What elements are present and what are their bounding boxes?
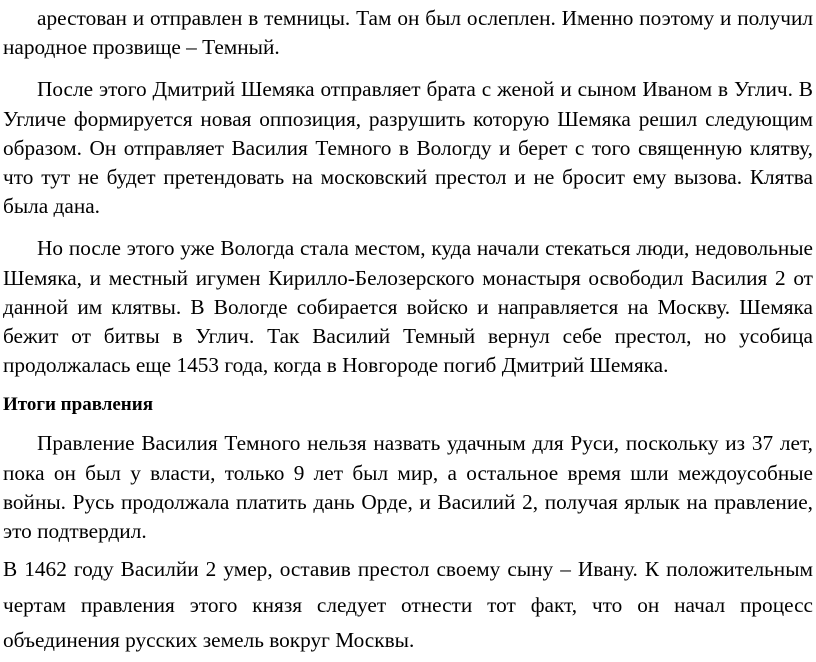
paragraph-results: Правление Василия Темного нельзя назвать удачным для Руси, поскольку из 37 лет, пока он был у власти, только 9 лет был мир, а остальное время шли междоусобные войны. Русь продолжала платить дань Орде, и Василий 2, получая ярлык на правление, это подтвердил. bbox=[3, 431, 813, 544]
paragraph-uglich: После этого Дмитрий Шемяка отправляет брата с женой и сыном Иваном в Углич. В Угличе формируется новая оппозиция, разрушить которую Шемяка решил следующим образом. Он отправляет Василия Темного в Вологду и берет с того священную клятву, что тут не будет претендовать на московский престол и не бросит ему вызова. Клятва была дана. bbox=[3, 77, 813, 219]
paragraph-vologda: Но после этого уже Вологда стала местом, куда начали стекаться люди, недовольные Шемяка, и местный игумен Кирилло-Белозерского монастыря освободил Василия 2 от данной им клятвы. В Вологде собирается войско и направляется на Москву. Шемяка бежит от битвы в Углич. Так Василий Темный вернул себе престол, но усобица продолжалась еще 1453 года, когда в Новгороде погиб Дмитрий Шемяка. bbox=[3, 236, 813, 378]
section-heading: Итоги правления bbox=[3, 394, 153, 416]
paragraph-blinding: арестован и отправлен в темницы. Там он был ослеплен. Именно поэтому и получил народное прозвище – Темный. bbox=[3, 6, 813, 60]
paragraph-death: В 1462 году Василйи 2 умер, оставив престол своему сыну – Ивану. К положительным чертам правления этого князя следует отнести тот факт, что он начал процесс объединения русских земель вокруг Москвы. bbox=[3, 557, 813, 653]
